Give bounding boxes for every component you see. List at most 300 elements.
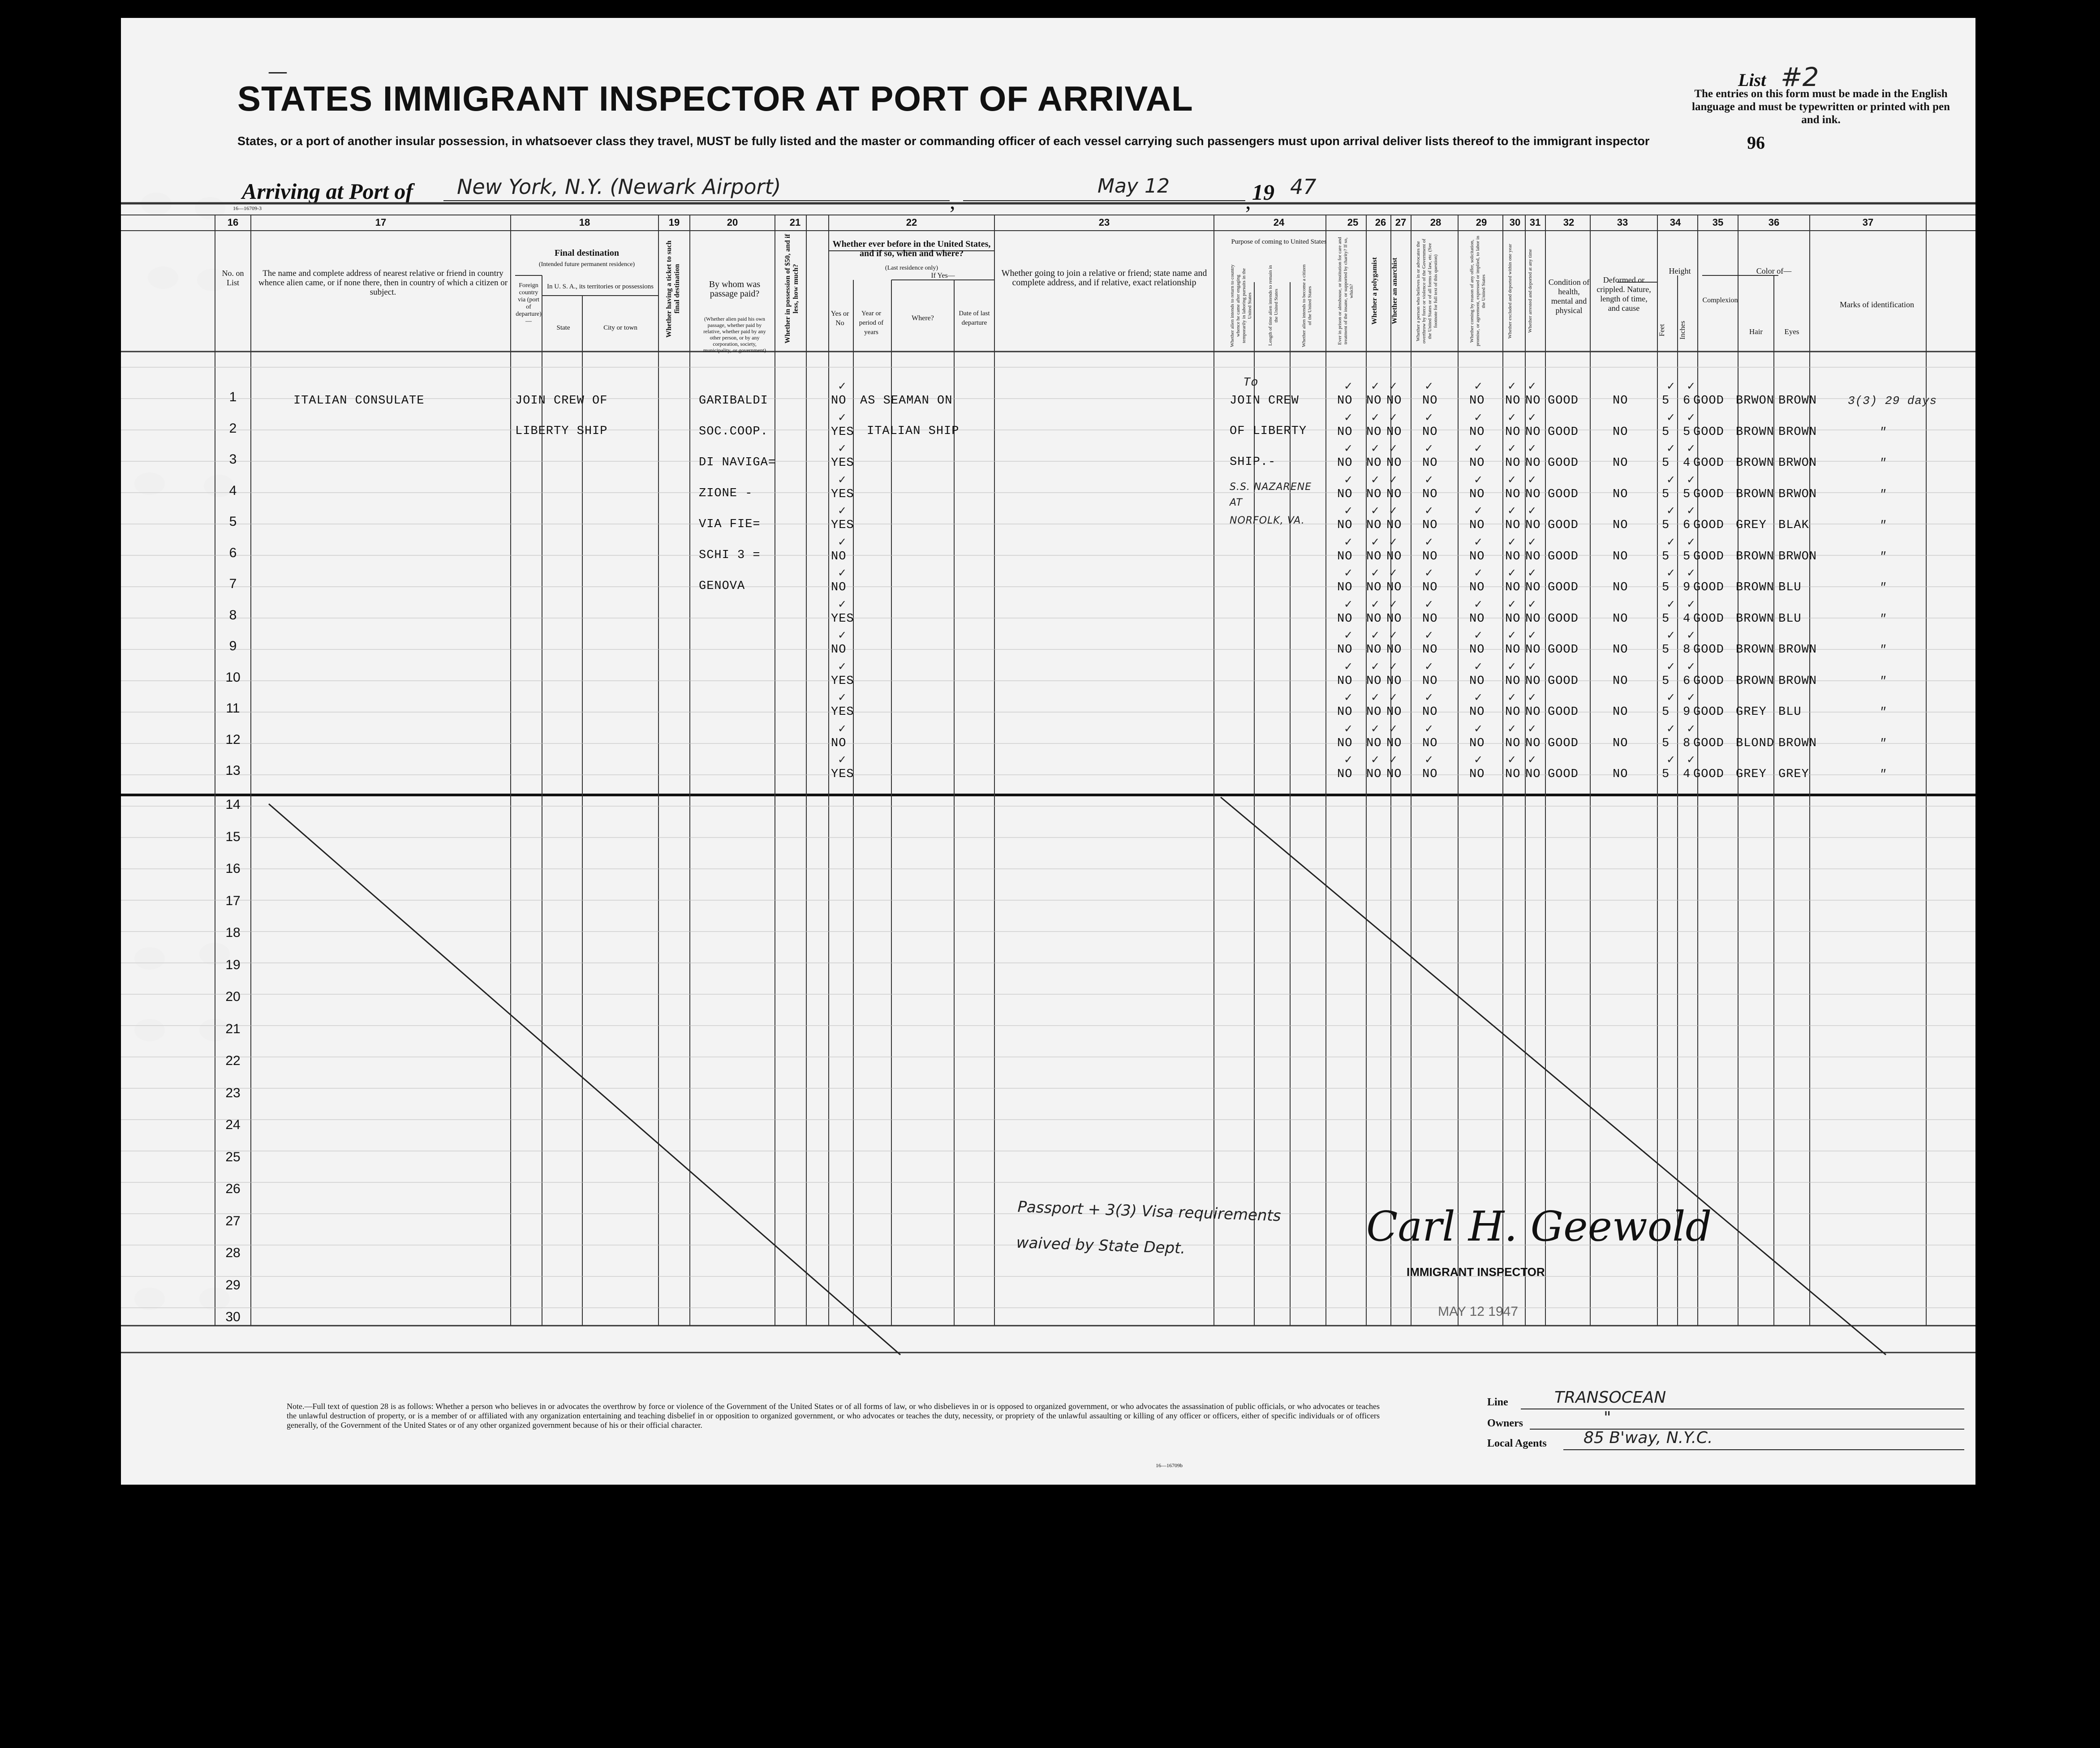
prison-or-charity: NO	[1337, 768, 1353, 781]
check-mark: ✓	[1344, 411, 1353, 424]
deformed-crippled: NO	[1613, 581, 1628, 594]
eye-color: BROWN	[1778, 425, 1817, 439]
before-in-us: YES	[831, 456, 854, 470]
health-condition: GOOD	[1548, 768, 1579, 781]
col34-header: Height	[1669, 266, 1691, 275]
excluded-deported: NO	[1505, 456, 1521, 470]
complexion: GOOD	[1693, 768, 1724, 781]
hair-color: BROWN	[1736, 612, 1775, 626]
check-mark: ✓	[1389, 597, 1398, 610]
check-mark: ✓	[1344, 535, 1353, 548]
date-stamp: MAY 12 1947	[1438, 1304, 1519, 1319]
check-mark: ✓	[1528, 660, 1537, 673]
identification-marks: "	[1879, 581, 1887, 594]
check-mark: ✓	[1687, 722, 1696, 735]
eye-color: BROWN	[1778, 643, 1817, 657]
check-mark: ✓	[1424, 473, 1434, 486]
col31-header: Whether arrested and deported at any time	[1528, 249, 1533, 333]
col30-header: Whether excluded and deported within one year	[1507, 244, 1513, 339]
check-mark: ✓	[1371, 411, 1380, 424]
before-in-us: NO	[831, 394, 847, 408]
column-number: 16	[227, 217, 239, 228]
check-mark: ✓	[1344, 504, 1353, 517]
check-mark: ✓	[1507, 442, 1517, 455]
check-mark: ✓	[1528, 504, 1537, 517]
deformed-crippled: NO	[1613, 425, 1628, 439]
row-number: 12	[225, 732, 241, 747]
arrested-deported: NO	[1525, 581, 1541, 594]
col35-header: Complexion	[1702, 296, 1738, 304]
height-feet: 5	[1662, 550, 1670, 563]
check-mark: ✓	[1344, 691, 1353, 704]
col28-header: Whether a person who believes in or advocates the overthrow by force or violence of the Government of the United States or of all forms of law, etc. (See footnote for full text of this question)	[1416, 239, 1438, 344]
check-mark: ✓	[1666, 411, 1676, 424]
check-mark: ✓	[1371, 380, 1380, 392]
polygamist: NO	[1366, 705, 1382, 719]
prison-or-charity: NO	[1337, 519, 1353, 532]
form-title: STATES IMMIGRANT INSPECTOR AT PORT OF ARRIVAL	[237, 79, 1193, 118]
row-number: 22	[225, 1053, 241, 1068]
col29-header: Whether coming by reason of any offer, solicitation, promise, or agreement, expressed or implied, to labor in the United States	[1469, 236, 1486, 347]
excluded-deported: NO	[1505, 612, 1521, 626]
height-inches: 4	[1683, 456, 1691, 470]
height-feet: 5	[1662, 736, 1670, 750]
advocates-overthrow: NO	[1422, 425, 1438, 439]
identification-marks: "	[1879, 674, 1887, 688]
annotation-line-2: waived by State Dept.	[1016, 1233, 1186, 1258]
row-number: 28	[225, 1246, 241, 1260]
line-value: TRANSOCEAN	[1554, 1388, 1666, 1407]
footnote: Note.—Full text of question 28 is as follows: Whether a person who believes in or advocates the overthrow by force or violence of the Government of the United States or of all forms of law, or who disbelieves in or is opposed to organized government, or who advocates the assassination of public officials, or who advocates or teaches the unlawful destruction of property, or is a member of or affiliated with any organization entertaining and teaching disbelief in or opposition to organized government, or who advocates or teaches the duty, necessity, or propriety of the unlawful assaulting or killing of any officer or officers, either of specific individuals or of officers generally, of the Government of the United States or of any other organized government because of his or their official character.	[287, 1402, 1380, 1430]
excluded-deported: NO	[1505, 674, 1521, 688]
check-mark: ✓	[1666, 660, 1676, 673]
height-feet: 5	[1662, 705, 1670, 719]
offer-of-labor: NO	[1469, 705, 1485, 719]
complexion: GOOD	[1693, 456, 1724, 470]
col26-header: Whether a polygamist	[1371, 257, 1378, 325]
prison-or-charity: NO	[1337, 736, 1353, 750]
row-number: 14	[225, 797, 241, 812]
col17-header: The name and complete address of nearest relative or friend in country whence alien came, or if none there, then in country of which a citizen or subject.	[258, 269, 508, 297]
col24-citizen: Whether alien intends to become a citizen of the United States	[1301, 264, 1312, 347]
col18-city: City or town	[603, 324, 637, 331]
row-number: 20	[225, 989, 241, 1004]
col34-inches: Inches	[1679, 321, 1687, 340]
advocates-overthrow: NO	[1422, 736, 1438, 750]
check-mark: ✓	[1666, 753, 1676, 766]
purpose-line: OF LIBERTY	[1230, 425, 1307, 438]
polygamist: NO	[1366, 487, 1382, 501]
row-number: 30	[225, 1310, 241, 1324]
check-mark: ✓	[1424, 504, 1434, 517]
check-mark: ✓	[1528, 629, 1537, 641]
anarchist: NO	[1386, 394, 1402, 408]
check-mark: ✓	[1666, 504, 1676, 517]
complexion: GOOD	[1693, 394, 1724, 408]
passage-paid-line: GENOVA	[699, 580, 745, 593]
hair-color: GREY	[1736, 519, 1767, 532]
before-in-us: YES	[831, 487, 854, 501]
eye-color: BROWN	[1778, 736, 1817, 750]
check-mark: ✓	[1528, 753, 1537, 766]
passage-paid-line: ZIONE -	[699, 487, 753, 500]
check-mark: ✓	[1474, 722, 1483, 735]
row-number: 13	[225, 763, 241, 778]
before-in-us: NO	[831, 736, 847, 750]
advocates-overthrow: NO	[1422, 550, 1438, 563]
advocates-overthrow: NO	[1422, 487, 1438, 501]
check-mark: ✓	[838, 504, 847, 517]
col27-header: Whether an anarchist	[1391, 258, 1399, 325]
anarchist: NO	[1386, 487, 1402, 501]
health-condition: GOOD	[1548, 705, 1579, 719]
anarchist: NO	[1386, 612, 1402, 626]
check-mark: ✓	[1424, 722, 1434, 735]
check-mark: ✓	[1371, 504, 1380, 517]
hair-color: BROWN	[1736, 643, 1775, 657]
check-mark: ✓	[838, 597, 847, 610]
col24-return: Whether alien intends to return to country whence he came after engaging temporarily in laboring pursuits in the United States	[1230, 264, 1252, 347]
column-number: 20	[727, 217, 738, 228]
col22-ifyes: If Yes—	[931, 272, 955, 279]
prison-or-charity: NO	[1337, 674, 1353, 688]
health-condition: GOOD	[1548, 581, 1579, 594]
arrival-date: May 12	[1097, 175, 1170, 198]
complexion: GOOD	[1693, 643, 1724, 657]
anarchist: NO	[1386, 736, 1402, 750]
column-number: 27	[1395, 217, 1407, 228]
check-mark: ✓	[1687, 567, 1696, 579]
prison-or-charity: NO	[1337, 394, 1353, 408]
check-mark: ✓	[1371, 660, 1380, 673]
hair-color: GREY	[1736, 705, 1767, 719]
col24-header: Purpose of coming to United States	[1231, 238, 1327, 245]
footnote-code: 16—16709b	[1156, 1462, 1183, 1469]
col22-header: Whether ever before in the United States, and if so, when and where?	[832, 239, 991, 258]
purpose-line: AT	[1230, 497, 1243, 508]
eye-color: GREY	[1778, 768, 1809, 781]
col22-where: Where?	[912, 314, 934, 322]
check-mark: ✓	[1371, 722, 1380, 735]
polygamist: NO	[1366, 643, 1382, 657]
check-mark: ✓	[1389, 442, 1398, 455]
column-number: 21	[789, 217, 801, 228]
check-mark: ✓	[1666, 691, 1676, 704]
arrested-deported: NO	[1525, 768, 1541, 781]
check-mark: ✓	[1507, 753, 1517, 766]
check-mark: ✓	[1528, 567, 1537, 579]
column-number: 30	[1509, 217, 1521, 228]
hair-color: BRWON	[1736, 394, 1775, 408]
col22-subheader: (Last residence only)	[885, 265, 938, 271]
hair-color: BROWN	[1736, 487, 1775, 501]
col21-header: Whether in possession of $50, and if less, how much?	[784, 234, 800, 344]
anarchist: NO	[1386, 581, 1402, 594]
check-mark: ✓	[1389, 504, 1398, 517]
identification-marks: "	[1879, 768, 1887, 781]
height-feet: 5	[1662, 425, 1670, 439]
row-number: 15	[225, 829, 241, 844]
check-mark: ✓	[1666, 473, 1676, 486]
hair-color: BROWN	[1736, 456, 1775, 470]
before-in-us: YES	[831, 519, 854, 532]
anarchist: NO	[1386, 705, 1402, 719]
hair-color: BROWN	[1736, 550, 1775, 563]
col20-header: By whom was passage paid?	[709, 279, 761, 299]
check-mark: ✓	[1424, 567, 1434, 579]
row-number: 1	[229, 390, 237, 404]
column-number: 26	[1375, 217, 1386, 228]
offer-of-labor: NO	[1469, 581, 1485, 594]
advocates-overthrow: NO	[1422, 674, 1438, 688]
advocates-overthrow: NO	[1422, 643, 1438, 657]
advocates-overthrow: NO	[1422, 394, 1438, 408]
col18-usa: In U. S. A., its territories or possessions	[547, 283, 654, 290]
check-mark: ✓	[1687, 411, 1696, 424]
check-mark: ✓	[1528, 473, 1537, 486]
identification-marks: 3(3) 29 days	[1848, 394, 1937, 408]
row-number: 7	[229, 576, 237, 591]
advocates-overthrow: NO	[1422, 768, 1438, 781]
eye-color: BRWON	[1778, 456, 1817, 470]
identification-marks: "	[1879, 705, 1887, 719]
arrested-deported: NO	[1525, 456, 1541, 470]
health-condition: GOOD	[1548, 550, 1579, 563]
row-number: 26	[225, 1181, 241, 1196]
deformed-crippled: NO	[1613, 519, 1628, 532]
health-condition: GOOD	[1548, 612, 1579, 626]
anarchist: NO	[1386, 519, 1402, 532]
height-inches: 5	[1683, 487, 1691, 501]
column-number: 34	[1670, 217, 1681, 228]
offer-of-labor: NO	[1469, 768, 1485, 781]
before-in-us: NO	[831, 643, 847, 657]
check-mark: ✓	[838, 567, 847, 579]
check-mark: ✓	[1528, 722, 1537, 735]
check-mark: ✓	[1687, 660, 1696, 673]
check-mark: ✓	[838, 660, 847, 673]
before-in-us: YES	[831, 425, 854, 439]
row-number: 5	[229, 514, 237, 529]
manifest-sheet	[121, 18, 1975, 1485]
check-mark: ✓	[1528, 442, 1537, 455]
check-mark: ✓	[1687, 380, 1696, 392]
height-feet: 5	[1662, 674, 1670, 688]
check-mark: ✓	[1528, 411, 1537, 424]
check-mark: ✓	[1344, 380, 1353, 392]
check-mark: ✓	[838, 691, 847, 704]
check-mark: ✓	[1474, 380, 1483, 392]
before-in-us: NO	[831, 581, 847, 594]
form-subtitle: States, or a port of another insular possession, in whatsoever class they travel, MUST be fully listed and the master or commanding officer of each vessel carrying such passengers must upon arrival deliver lists thereof to the immigrant inspector	[237, 134, 1650, 148]
eye-color: BRWON	[1778, 487, 1817, 501]
row-number: 21	[225, 1021, 241, 1036]
prison-or-charity: NO	[1337, 612, 1353, 626]
check-mark: ✓	[1389, 691, 1398, 704]
health-condition: GOOD	[1548, 425, 1579, 439]
identification-marks: "	[1879, 519, 1887, 532]
row-number: 19	[225, 957, 241, 972]
before-in-us: YES	[831, 768, 854, 781]
deformed-crippled: NO	[1613, 736, 1628, 750]
col24-length: Length of time alien intends to remain in the United States	[1268, 265, 1279, 346]
owners-value: "	[1604, 1409, 1611, 1427]
check-mark: ✓	[1424, 629, 1434, 641]
check-mark: ✓	[1344, 442, 1353, 455]
identification-marks: "	[1879, 487, 1887, 501]
row-number: 6	[229, 545, 237, 560]
passage-paid-line: GARIBALDI	[699, 394, 768, 408]
excluded-deported: NO	[1505, 643, 1521, 657]
height-inches: 5	[1683, 550, 1691, 563]
row-number: 4	[229, 483, 237, 498]
offer-of-labor: NO	[1469, 456, 1485, 470]
check-mark: ✓	[1344, 722, 1353, 735]
check-mark: ✓	[1344, 597, 1353, 610]
check-mark: ✓	[1507, 473, 1517, 486]
check-mark: ✓	[1474, 660, 1483, 673]
form-code: 16—16709-3	[233, 205, 262, 211]
check-mark: ✓	[1528, 597, 1537, 610]
row-number: 2	[229, 421, 237, 436]
check-mark: ✓	[1424, 380, 1434, 392]
check-mark: ✓	[838, 629, 847, 641]
passage-paid-line: SCHI 3 =	[699, 549, 761, 562]
col23-header: Whether going to join a relative or friend; state name and complete address, and if relative, exact relationship	[1001, 268, 1207, 288]
column-number: 17	[375, 217, 387, 228]
check-mark: ✓	[1528, 380, 1537, 392]
polygamist: NO	[1366, 519, 1382, 532]
excluded-deported: NO	[1505, 487, 1521, 501]
check-mark: ✓	[1666, 380, 1676, 392]
column-number: 24	[1273, 217, 1285, 228]
offer-of-labor: NO	[1469, 643, 1485, 657]
agents-label: Local Agents	[1487, 1438, 1547, 1449]
height-inches: 8	[1683, 736, 1691, 750]
check-mark: ✓	[1371, 597, 1380, 610]
check-mark: ✓	[1424, 411, 1434, 424]
comma: ,	[950, 189, 955, 214]
eye-color: BROWN	[1778, 674, 1817, 688]
row-number: 29	[225, 1277, 241, 1293]
advocates-overthrow: NO	[1422, 612, 1438, 626]
identification-marks: "	[1879, 550, 1887, 563]
check-mark: ✓	[1528, 535, 1537, 548]
health-condition: GOOD	[1548, 736, 1579, 750]
annotation-line-1: Passport + 3(3) Visa requirements	[1017, 1198, 1282, 1225]
check-mark: ✓	[1687, 691, 1696, 704]
check-mark: ✓	[1424, 442, 1434, 455]
agents-underline	[1563, 1449, 1964, 1450]
col22-yesno: Yes or No	[831, 310, 849, 327]
line-label: Line	[1487, 1396, 1508, 1408]
check-mark: ✓	[1687, 629, 1696, 641]
owners-label: Owners	[1487, 1417, 1523, 1429]
complexion: GOOD	[1693, 519, 1724, 532]
column-number: 19	[668, 217, 680, 228]
prison-or-charity: NO	[1337, 581, 1353, 594]
polygamist: NO	[1366, 425, 1382, 439]
excluded-deported: NO	[1505, 736, 1521, 750]
entries-note: The entries on this form must be made in the English language and must be typewritten or printed with pen and ink.	[1692, 88, 1950, 126]
check-mark: ✓	[838, 380, 847, 392]
col18-state: State	[556, 324, 570, 331]
excluded-deported: NO	[1505, 394, 1521, 408]
agents-value: 85 B'way, N.Y.C.	[1584, 1429, 1713, 1447]
height-inches: 5	[1683, 425, 1691, 439]
arrested-deported: NO	[1525, 425, 1541, 439]
height-feet: 5	[1662, 394, 1670, 408]
height-feet: 5	[1662, 519, 1670, 532]
height-inches: 4	[1683, 768, 1691, 781]
col36-hair: Hair	[1749, 327, 1763, 336]
complexion: GOOD	[1693, 736, 1724, 750]
purpose-line: SHIP.-	[1230, 455, 1276, 469]
anarchist: NO	[1386, 550, 1402, 563]
excluded-deported: NO	[1505, 550, 1521, 563]
previous-visit-line-2: ITALIAN SHIP	[867, 425, 960, 438]
prison-or-charity: NO	[1337, 425, 1353, 439]
col18-foreign: Foreign country via (port of departure)—	[516, 282, 542, 325]
advocates-overthrow: NO	[1422, 705, 1438, 719]
eye-color: BROWN	[1778, 394, 1817, 408]
passage-paid-line: SOC.COOP.	[699, 425, 768, 438]
check-mark: ✓	[1687, 597, 1696, 610]
header-dash: —	[269, 61, 287, 81]
offer-of-labor: NO	[1469, 394, 1485, 408]
complexion: GOOD	[1693, 581, 1724, 594]
purpose-line: NORFOLK, VA.	[1230, 515, 1305, 526]
advocates-overthrow: NO	[1422, 456, 1438, 470]
check-mark: ✓	[1344, 473, 1353, 486]
check-mark: ✓	[1389, 629, 1398, 641]
check-mark: ✓	[1666, 535, 1676, 548]
previous-visit-line-1: AS SEAMAN ON	[860, 394, 953, 408]
height-feet: 5	[1662, 581, 1670, 594]
advocates-overthrow: NO	[1422, 519, 1438, 532]
col33-header: Deformed or crippled. Nature, length of time, and cause	[1597, 275, 1651, 313]
health-condition: GOOD	[1548, 643, 1579, 657]
check-mark: ✓	[1507, 380, 1517, 392]
check-mark: ✓	[1344, 629, 1353, 641]
hair-color: BROWN	[1736, 674, 1775, 688]
arriving-label: Arriving at Port of	[242, 179, 413, 204]
check-mark: ✓	[1474, 567, 1483, 579]
check-mark: ✓	[1507, 411, 1517, 424]
deformed-crippled: NO	[1613, 394, 1628, 408]
col32-header: Condition of health, mental and physical	[1548, 278, 1590, 315]
manifest-grid	[121, 18, 1975, 1485]
row-number: 24	[225, 1117, 241, 1132]
check-mark: ✓	[1687, 504, 1696, 517]
complexion: GOOD	[1693, 705, 1724, 719]
deformed-crippled: NO	[1613, 705, 1628, 719]
offer-of-labor: NO	[1469, 487, 1485, 501]
before-in-us: YES	[831, 674, 854, 688]
col36-header: Color of—	[1756, 266, 1792, 275]
arrested-deported: NO	[1525, 550, 1541, 563]
complexion: GOOD	[1693, 550, 1724, 563]
check-mark: ✓	[1507, 629, 1517, 641]
row-number: 16	[225, 861, 241, 876]
check-mark: ✓	[838, 442, 847, 455]
check-mark: ✓	[1666, 567, 1676, 579]
check-mark: ✓	[1371, 629, 1380, 641]
list-number: #2	[1781, 62, 1819, 92]
height-inches: 6	[1683, 519, 1691, 532]
height-inches: 9	[1683, 705, 1691, 719]
health-condition: GOOD	[1548, 456, 1579, 470]
